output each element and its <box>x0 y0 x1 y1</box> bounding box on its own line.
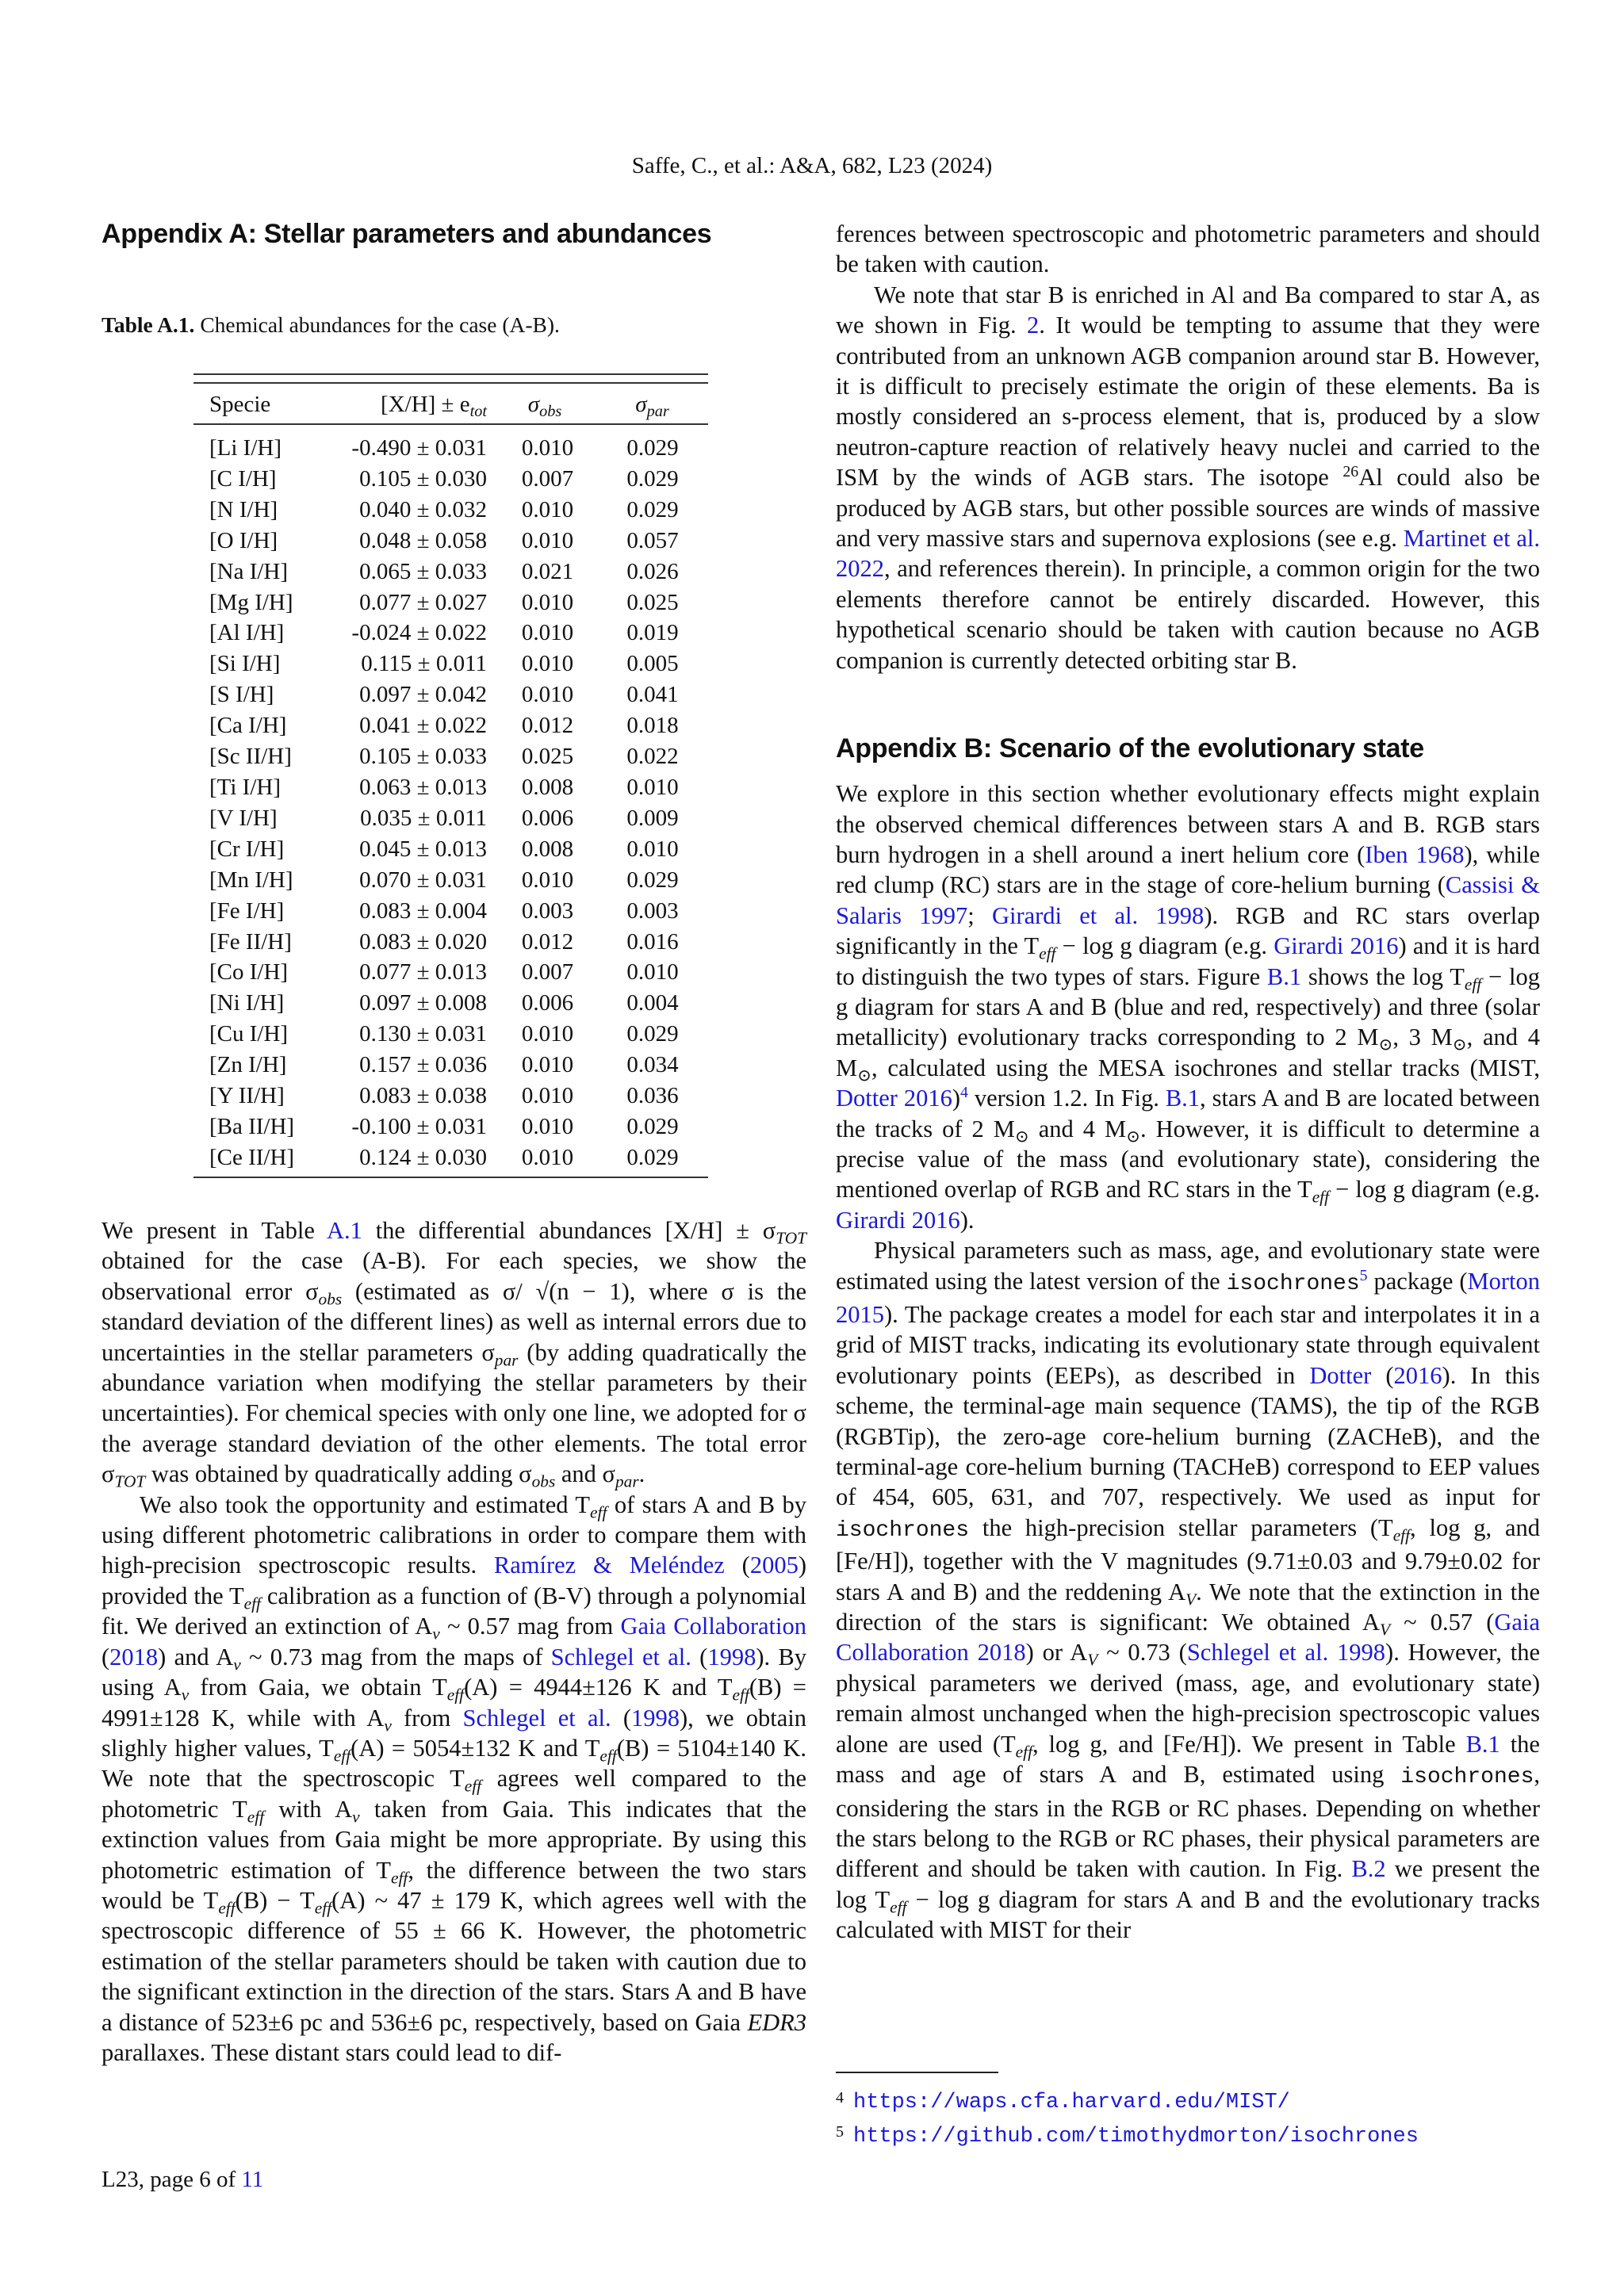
footnote-5: 5 https://github.com/timothydmorton/isochrones <box>836 2123 1419 2149</box>
table-row <box>193 1050 708 1081</box>
table-row <box>193 803 708 834</box>
cell-xh: 0.083 ± 0.038 <box>359 1083 487 1109</box>
cell-sigma-obs: 0.010 <box>521 1144 574 1170</box>
page-footer: L23, page 6 of 11 <box>102 2167 264 2192</box>
cell-specie: [Ti I/H] <box>209 774 281 800</box>
footnotes <box>836 2084 1419 2152</box>
cell-specie: [Mn I/H] <box>209 867 293 893</box>
cell-sigma-par: 0.025 <box>626 589 679 615</box>
cell-sigma-obs: 0.010 <box>521 527 574 553</box>
cell-specie: [Ce II/H] <box>209 1144 295 1170</box>
table-row <box>193 1081 708 1112</box>
code-isochrones: isochrones <box>1226 1271 1360 1296</box>
link-schlegel-year[interactable]: 1998 <box>707 1643 756 1670</box>
appendix-b-heading: Appendix B: Scenario of the evolutionary state <box>836 733 1424 764</box>
cell-specie: [V I/H] <box>209 805 278 831</box>
cell-xh: 0.065 ± 0.033 <box>359 558 487 584</box>
table-row <box>193 896 708 927</box>
cell-specie: [Mg I/H] <box>209 589 293 615</box>
abundance-table <box>193 373 708 1178</box>
table-row <box>193 587 708 618</box>
link-table-b1[interactable]: B.1 <box>1465 1730 1500 1758</box>
table-bottom-rule <box>193 1177 708 1178</box>
link-fig-b2[interactable]: B.2 <box>1351 1855 1386 1883</box>
cell-specie: [Fe I/H] <box>209 897 285 924</box>
table-caption <box>102 312 560 338</box>
cell-sigma-obs: 0.010 <box>521 1021 574 1047</box>
col-header-sigma-obs: $\sigma_{obs}$ <box>527 391 562 420</box>
running-head: Saffe, C., et al.: A&A, 682, L23 (2024) <box>631 153 993 178</box>
table-row <box>193 772 708 803</box>
code-isochrones-2: isochrones <box>836 1517 970 1543</box>
footnote-5-link[interactable]: https://github.com/timothydmorton/isochrones <box>853 2125 1419 2149</box>
paragraph-al-ba-enrichment: We note that star B is enriched in Al and Ba compared to star A, as we shown in Fig. 2. It would be tempting to assume that they were contributed from an unknown AGB companion around star B. However, it is difficult to precisely estimate the origin of these elements. Ba is mostly considered an s-process element, that is, produced by a slow neutron-capture reaction of relatively heavy nuclei and carried to the ISM by the winds of AGB stars. The isotope $^{26}$Al could also be produced by AGB stars, but other possible sources are winds of massive and very massive stars and supernova explosions (see e.g. Martinet et al. 2022, and references therein). In principle, a common origin for the two elements therefore cannot be entirely discarded. However, this hypothetical scenario should be taken with caution because no AGB companion is currently detected orbiting star B. <box>836 281 1540 674</box>
link-schlegel-2[interactable]: Schlegel et al. <box>462 1704 611 1732</box>
table-row <box>193 557 708 587</box>
footnote-divider <box>836 2072 998 2073</box>
cell-sigma-obs: 0.021 <box>521 558 574 584</box>
abundance-table-body <box>193 433 708 1173</box>
cell-specie: [Ca I/H] <box>209 713 287 739</box>
link-girardi-2016-2[interactable]: Girardi 2016 <box>836 1206 960 1234</box>
table-header-rule <box>193 423 708 425</box>
cell-sigma-par: 0.004 <box>626 990 679 1016</box>
table-row <box>193 618 708 649</box>
col-header-xh: $[X/H] \pm e_{tot}$ <box>381 391 487 420</box>
cell-sigma-obs: 0.008 <box>521 774 574 800</box>
cell-sigma-obs: 0.006 <box>521 990 574 1016</box>
table-row <box>193 433 708 464</box>
cell-xh: 0.035 ± 0.011 <box>360 805 487 831</box>
cell-specie: [Cr I/H] <box>209 836 285 862</box>
cell-xh: 0.045 ± 0.013 <box>359 836 487 862</box>
cell-sigma-obs: 0.012 <box>521 928 574 955</box>
cell-sigma-obs: 0.010 <box>521 682 574 708</box>
cell-specie: [Si I/H] <box>209 651 281 677</box>
link-girardi-1998[interactable]: Girardi et al. 1998 <box>991 901 1205 929</box>
cell-sigma-par: 0.036 <box>626 1083 679 1109</box>
table-row <box>193 957 708 988</box>
link-ramirez-melendez[interactable]: Ramírez & Meléndez <box>493 1552 725 1579</box>
link-dotter-year[interactable]: 2016 <box>1393 1361 1442 1389</box>
footnote-ref-5[interactable]: 5 <box>1359 1266 1368 1284</box>
cell-xh: 0.097 ± 0.008 <box>359 990 487 1016</box>
cell-sigma-par: 0.026 <box>626 558 679 584</box>
cell-xh: 0.048 ± 0.058 <box>359 527 487 553</box>
cell-sigma-obs: 0.010 <box>521 867 574 893</box>
cell-sigma-obs: 0.010 <box>521 1083 574 1109</box>
table-header-row <box>193 388 708 420</box>
footnote-ref-4[interactable]: 4 <box>960 1084 968 1102</box>
cell-specie: [Sc II/H] <box>209 744 292 770</box>
cell-sigma-obs: 0.006 <box>521 805 574 831</box>
link-girardi-2016[interactable]: Girardi 2016 <box>1274 932 1399 960</box>
link-morton[interactable]: Morton 2015 <box>836 1267 1540 1328</box>
link-gaia-year[interactable]: 2018 <box>109 1643 159 1670</box>
table-row <box>193 495 708 526</box>
cell-xh: 0.105 ± 0.033 <box>359 744 487 770</box>
cell-specie: [Y II/H] <box>209 1083 285 1109</box>
cell-sigma-par: 0.022 <box>626 744 679 770</box>
cell-xh: 0.130 ± 0.031 <box>359 1021 487 1047</box>
cell-specie: [Cu I/H] <box>209 1021 289 1047</box>
link-martinet[interactable]: Martinet et al. 2022 <box>836 525 1540 583</box>
table-row <box>193 1019 708 1050</box>
cell-sigma-par: 0.034 <box>626 1052 679 1078</box>
link-total-pages[interactable]: 11 <box>241 2167 264 2192</box>
link-gaia-collaboration[interactable]: Gaia Collaboration <box>620 1613 806 1640</box>
code-isochrones-3: isochrones <box>1400 1765 1534 1790</box>
cell-specie: [Ba II/H] <box>209 1113 295 1139</box>
cell-xh: 0.097 ± 0.042 <box>359 682 487 708</box>
cell-sigma-par: 0.019 <box>626 620 679 646</box>
cell-specie: [C I/H] <box>209 465 277 492</box>
cell-sigma-par: 0.029 <box>626 1144 679 1170</box>
cell-specie: [Al I/H] <box>209 620 285 646</box>
table-label: Table A.1. <box>102 312 195 337</box>
cell-sigma-par: 0.041 <box>626 682 679 708</box>
cell-xh: 0.157 ± 0.036 <box>359 1052 487 1078</box>
cell-sigma-obs: 0.008 <box>521 836 574 862</box>
cell-specie: [Zn I/H] <box>209 1052 287 1078</box>
cell-sigma-obs: 0.010 <box>521 496 574 522</box>
cell-sigma-obs: 0.010 <box>521 435 574 461</box>
paragraph-photometric-teff: We also took the opportunity and estimated $T_{eff}$ of stars A and B by using different photometric calibrations in order to compare them with high-precision spectroscopic results. Ramírez & Meléndez (2005) provided the $T_{eff}$ calibration as a function of (B-V) through a polynomial fit. We derived an extinction of $A_v$ ~ 0.57 mag from Gaia Collaboration (2018) and $A_v$ ~ 0.73 mag from the maps of Schlegel et al. (1998). By using $A_v$ from Gaia, we obtain $T_{eff}(A) = 4944\pm 126$ K and $T_{eff}(B) = 4991\pm 128$ K, while with $A_v$ from Schlegel et al. (1998), we obtain slighly higher values, $T_{eff}(A) = 5054\pm 132$ K and $T_{eff}(B) = 5104\pm 140$ K. We note that the spectroscopic $T_{eff}$ agrees well compared to the photometric $T_{eff}$ with $A_v$ taken from Gaia. This indicates that the extinction values from Gaia might be more appropriate. By using this photometric estimation of $T_{eff}$, the difference between the two stars would be $T_{eff}(B) - T_{eff}(A)$ ~ 47 ± 179 K, which agrees well with the spectroscopic difference of 55 ± 66 K. However, the photometric estimation of the stellar parameters should be taken with caution due to the significant extinction in the direction of the stars. Stars A and B have a distance of 523±6 pc and 536±6 pc, respectively, based on Gaia EDR3 parallaxes. These distant stars could lead to dif- <box>102 1490 807 2066</box>
cell-specie: [N I/H] <box>209 496 278 522</box>
cell-sigma-par: 0.010 <box>626 836 679 862</box>
link-fig-2[interactable]: 2 <box>1027 312 1040 339</box>
paragraph-physical-parameters: Physical parameters such as mass, age, and evolutionary state were estimated using the latest version of the isochrones$^5$ package (Morton 2015). The package creates a model for each star and interpolates it in a grid of MIST tracks, indicating its evolutionary state through equivalent evolutionary points (EEPs), as described in Dotter (2016). In this scheme, the terminal-age main sequence (TAMS), the tip of the RGB (RGBTip), the zero-age core-helium burning (ZACHeB), and the terminal-age core-helium burning (TACHeB) correspond to EEP values of 454, 605, 631, and 707, respectively. We used as input for isochrones the high-precision stellar parameters ($T_{eff}$, log g, and [Fe/H]), together with the V magnitudes (9.71±0.03 and 9.79±0.02 for stars A and B) and the reddening $A_V$. We note that the extinction in the direction of the stars is significant: We obtained $A_V$ ~ 0.57 (Gaia Collaboration 2018) or $A_V$ ~ 0.73 (Schlegel et al. 1998). However, the physical parameters we derived (mass, age, and evolutionary state) remain almost unchanged when the high-precision spectroscopic values alone are used ($T_{eff}$, log g, and [Fe/H]). We present in Table B.1 the mass and age of stars A and B, estimated using isochrones, considering the stars in the RGB or RC phases. Depending on whether the stars belong to the RGB or RC phases, their physical parameters are different and should be taken with caution. In Fig. B.2 we present the $\log T_{eff} - \log g$ diagram for stars A and B and the evolutionary tracks calculated with MIST for their <box>836 1237 1541 1944</box>
cell-xh: -0.490 ± 0.031 <box>351 435 487 461</box>
cell-sigma-par: 0.029 <box>626 1113 679 1139</box>
cell-sigma-par: 0.010 <box>626 959 679 985</box>
table-top-rule-2 <box>193 382 708 384</box>
table-row <box>193 649 708 679</box>
col-header-sigma-par: $\sigma_{par}$ <box>635 391 669 420</box>
left-column-body <box>102 1215 806 2068</box>
link-ramirez-year[interactable]: 2005 <box>749 1552 799 1579</box>
cell-specie: [Li I/H] <box>209 435 282 461</box>
table-row <box>193 927 708 958</box>
cell-sigma-par: 0.029 <box>626 465 679 492</box>
link-fig-b1[interactable]: B.1 <box>1266 962 1302 990</box>
paragraph-abundances: We present in Table A.1 the differential abundances $[X/H] \pm \sigma_{TOT}$ obtained for the case (A-B). For each species, we show the observational error $\sigma_{obs}$ (estimated as σ/ √(n − 1), where σ is the standard deviation of the different lines) as well as internal errors due to uncertainties in the stellar parameters $\sigma_{par}$ (by adding quadratically the abundance variation when modifying the stellar parameters by their uncertainties). For chemical species with only one line, we adopted for σ the average standard deviation of the other elements. The total error $\sigma_{TOT}$ was obtained by quadratically adding $\sigma_{obs}$ and $\sigma_{par}$. <box>102 1217 806 1491</box>
table-row <box>193 1142 708 1173</box>
table-row <box>193 741 708 772</box>
cell-sigma-obs: 0.007 <box>521 959 574 985</box>
cell-xh: 0.105 ± 0.030 <box>359 465 487 492</box>
cell-specie: [Co I/H] <box>209 959 289 985</box>
cell-xh: 0.115 ± 0.011 <box>361 651 487 677</box>
cell-xh: 0.063 ± 0.013 <box>359 774 487 800</box>
cell-sigma-obs: 0.012 <box>521 713 574 739</box>
cell-specie: [Na I/H] <box>209 558 289 584</box>
cell-sigma-par: 0.003 <box>626 897 679 924</box>
link-schlegel-year-2[interactable]: 1998 <box>630 1704 680 1732</box>
link-table-a1[interactable]: A.1 <box>326 1217 362 1244</box>
table-row <box>193 526 708 557</box>
cell-sigma-obs: 0.010 <box>521 620 574 646</box>
cell-sigma-par: 0.029 <box>626 867 679 893</box>
cell-sigma-par: 0.005 <box>626 651 679 677</box>
appendix-a-heading: Appendix A: Stellar parameters and abundances <box>102 219 712 249</box>
cell-sigma-par: 0.057 <box>626 527 679 553</box>
footnote-4-link[interactable]: https://waps.cfa.harvard.edu/MIST/ <box>853 2091 1290 2114</box>
cell-sigma-par: 0.018 <box>626 713 679 739</box>
cell-xh: 0.124 ± 0.030 <box>359 1144 487 1170</box>
cell-sigma-obs: 0.003 <box>521 897 574 924</box>
link-schlegel[interactable]: Schlegel et al. <box>550 1643 691 1670</box>
table-row <box>193 679 708 710</box>
cell-sigma-obs: 0.010 <box>521 651 574 677</box>
paragraph-evolutionary-effects: We explore in this section whether evolutionary effects might explain the observed chemical differences between stars A and B. RGB stars burn hydrogen in a shell around a inert helium core (Iben 1968), while red clump (RC) stars are in the stage of core-helium burning (Cassisi & Salaris 1997; Girardi et al. 1998). RGB and RC stars overlap significantly in the $T_{eff} - \log g$ diagram (e.g. Girardi 2016) and it is hard to distinguish the two types of stars. Figure B.1 shows the $\log T_{eff} - \log g$ diagram for stars A and B (blue and red, respectively) and three (solar metallicity) evolutionary tracks corresponding to 2 $M_⊙$, 3 $M_⊙$, and 4 $M_⊙$, calculated using the MESA isochrones and stellar tracks (MIST, Dotter 2016)$^4$ version 1.2. In Fig. B.1, stars A and B are located between the tracks of 2 $M_⊙$ and 4 $M_⊙$. However, it is difficult to determine a precise value of the mass (and evolutionary state), considering the mentioned overlap of RGB and RC stars in the $T_{eff} - \log g$ diagram (e.g. Girardi 2016). <box>836 780 1540 1234</box>
table-row <box>193 988 708 1019</box>
cell-sigma-par: 0.029 <box>626 1021 679 1047</box>
cell-xh: 0.070 ± 0.031 <box>359 867 487 893</box>
cell-sigma-obs: 0.010 <box>521 589 574 615</box>
cell-sigma-par: 0.016 <box>626 928 679 955</box>
table-row <box>193 834 708 865</box>
cell-sigma-par: 0.009 <box>626 805 679 831</box>
link-dotter[interactable]: Dotter <box>1309 1361 1372 1389</box>
cell-xh: 0.077 ± 0.027 <box>359 589 487 615</box>
cell-xh: -0.100 ± 0.031 <box>351 1113 487 1139</box>
table-caption-text: Chemical abundances for the case (A-B). <box>200 312 560 337</box>
link-iben[interactable]: Iben 1968 <box>1365 840 1465 868</box>
link-schlegel-1998[interactable]: Schlegel et al. 1998 <box>1186 1639 1386 1667</box>
cell-sigma-obs: 0.010 <box>521 1113 574 1139</box>
cell-xh: 0.041 ± 0.022 <box>359 713 487 739</box>
footnote-4: 4 https://waps.cfa.harvard.edu/MIST/ <box>836 2089 1290 2114</box>
cell-xh: -0.024 ± 0.022 <box>351 620 487 646</box>
table-row <box>193 464 708 495</box>
cell-specie: [O I/H] <box>209 527 278 553</box>
table-row <box>193 1112 708 1142</box>
table-row <box>193 710 708 741</box>
cell-sigma-par: 0.010 <box>626 774 679 800</box>
cell-xh: 0.083 ± 0.020 <box>359 928 487 955</box>
table-row <box>193 865 708 896</box>
cell-sigma-par: 0.029 <box>626 496 679 522</box>
link-gaia-2018[interactable]: Gaia Collaboration 2018 <box>836 1609 1540 1667</box>
cell-sigma-obs: 0.010 <box>521 1052 574 1078</box>
abundance-table-grid <box>193 388 708 420</box>
right-column-body <box>836 219 1540 1946</box>
link-dotter-2016[interactable]: Dotter 2016 <box>836 1085 952 1112</box>
cell-sigma-obs: 0.025 <box>521 744 574 770</box>
cell-sigma-par: 0.029 <box>626 435 679 461</box>
link-fig-b1-2[interactable]: B.1 <box>1165 1085 1201 1112</box>
link-cassisi[interactable]: Cassisi & Salaris 1997 <box>836 871 1540 929</box>
cell-xh: 0.083 ± 0.004 <box>359 897 487 924</box>
cell-xh: 0.040 ± 0.032 <box>359 496 487 522</box>
cell-specie: [S I/H] <box>209 682 274 708</box>
col-header-specie: Specie <box>209 391 271 417</box>
cell-specie: [Ni I/H] <box>209 990 285 1016</box>
paragraph-continued: ferences between spectroscopic and photometric parameters and should be taken with caution. <box>836 220 1540 278</box>
cell-specie: [Fe II/H] <box>209 928 292 955</box>
cell-sigma-obs: 0.007 <box>521 465 574 492</box>
cell-xh: 0.077 ± 0.013 <box>359 959 487 985</box>
